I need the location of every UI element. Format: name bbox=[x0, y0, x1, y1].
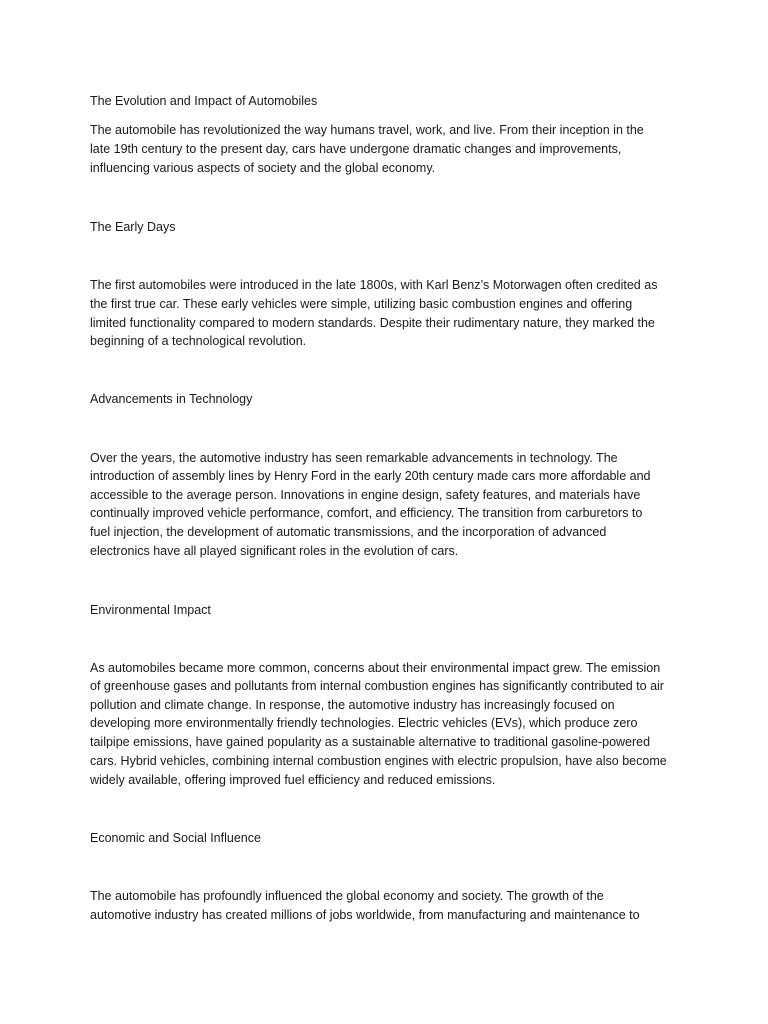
paragraph-line: electronics have all played significant roles in the evolution of cars. bbox=[90, 544, 459, 558]
paragraph-line: As automobiles became more common, concerns about their environmental impact grew. The emission bbox=[90, 661, 661, 675]
section-heading-economic-social: Economic and Social Influence bbox=[90, 831, 261, 845]
paragraph-line: of greenhouse gases and pollutants from internal combustion engines has significantly contributed to air bbox=[90, 679, 664, 693]
paragraph-line: fuel injection, the development of automatic transmissions, and the incorporation of advanced bbox=[90, 525, 607, 539]
paragraph-line: beginning of a technological revolution. bbox=[90, 334, 307, 348]
section-heading-advancements: Advancements in Technology bbox=[90, 392, 253, 406]
intro-line: influencing various aspects of society and the global economy. bbox=[90, 161, 436, 175]
paragraph-line: the first true car. These early vehicles were simple, utilizing basic combustion engines and offering bbox=[90, 297, 633, 311]
paragraph-line: The automobile has profoundly influenced the global economy and society. The growth of the bbox=[90, 889, 604, 903]
section-heading-early-days: The Early Days bbox=[90, 220, 176, 234]
paragraph-line: cars. Hybrid vehicles, combining internal combustion engines with electric propulsion, have also become bbox=[90, 754, 667, 768]
paragraph-line: limited functionality compared to modern standards. Despite their rudimentary nature, they marked the bbox=[90, 316, 655, 330]
paragraph-line: developing more environmentally friendly technologies. Electric vehicles (EVs), which produce zero bbox=[90, 716, 638, 730]
paragraph-line: Over the years, the automotive industry has seen remarkable advancements in technology. The bbox=[90, 451, 618, 465]
paragraph-line: tailpipe emissions, have gained popularity as a sustainable alternative to traditional gasoline-powered bbox=[90, 735, 651, 749]
intro-line: The automobile has revolutionized the way humans travel, work, and live. From their inception in the bbox=[90, 123, 644, 137]
paragraph-line: automotive industry has created millions of jobs worldwide, from manufacturing and maintenance to bbox=[90, 908, 640, 922]
paragraph-line: accessible to the average person. Innovations in engine design, safety features, and materials have bbox=[90, 488, 641, 502]
document-title: The Evolution and Impact of Automobiles bbox=[90, 94, 318, 108]
paragraph-line: The first automobiles were introduced in the late 1800s, with Karl Benz’s Motorwagen often credited as bbox=[90, 278, 658, 292]
paragraph-line: introduction of assembly lines by Henry Ford in the early 20th century made cars more affordable and bbox=[90, 469, 651, 483]
paragraph-line: pollution and climate change. In response, the automotive industry has increasingly focused on bbox=[90, 698, 615, 712]
paragraph-line: continually improved vehicle performance, comfort, and efficiency. The transition from carburetors to bbox=[90, 506, 643, 520]
section-heading-environmental: Environmental Impact bbox=[90, 603, 211, 617]
paragraph-line: widely available, offering improved fuel efficiency and reduced emissions. bbox=[90, 773, 496, 787]
intro-line: late 19th century to the present day, cars have undergone dramatic changes and improvements, bbox=[90, 142, 622, 156]
